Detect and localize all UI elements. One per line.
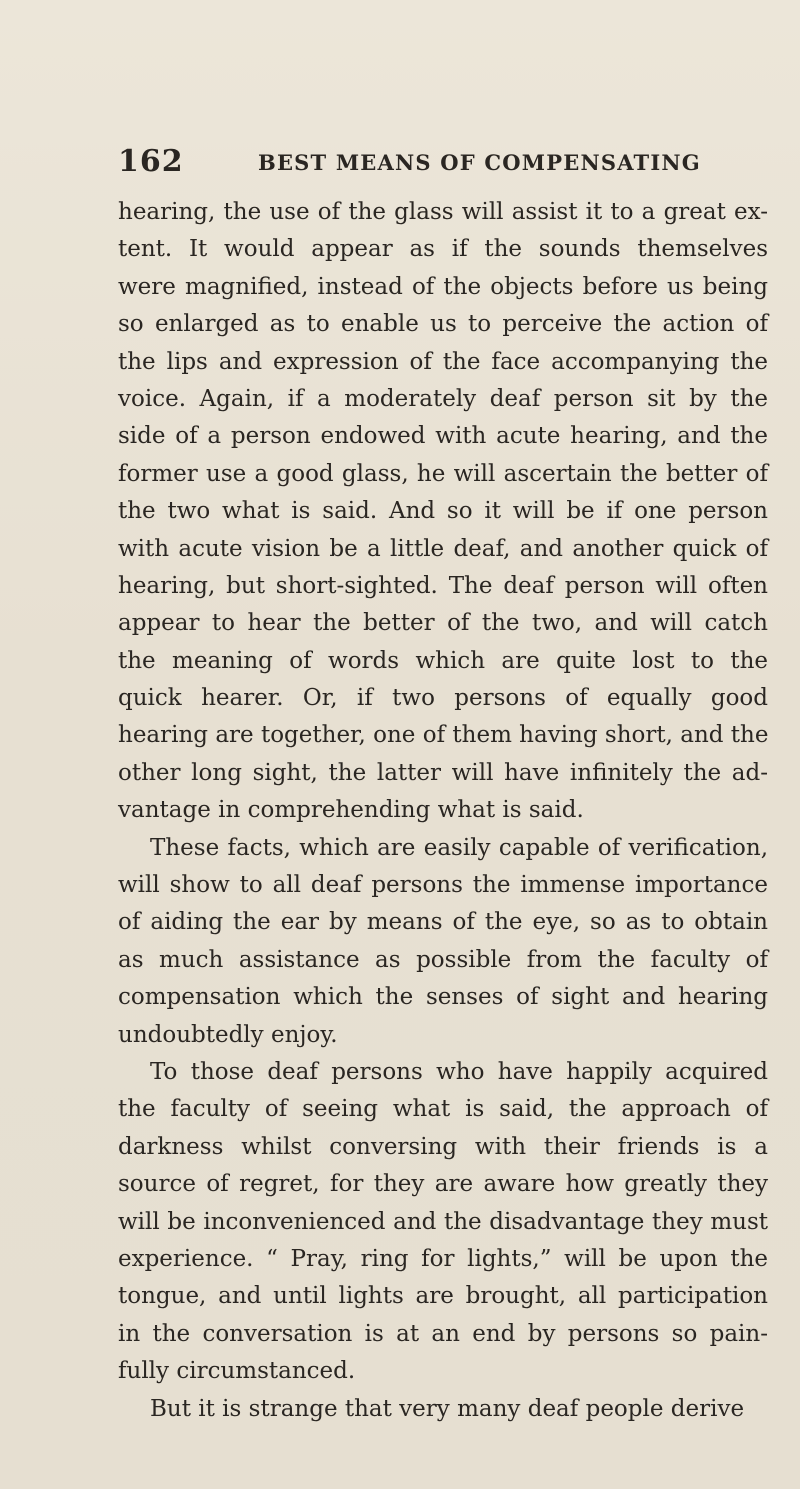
text-line: darkness whilst conversing with their friends is a xyxy=(118,1133,768,1160)
text-line: compensation which the senses of sight and hearing xyxy=(118,984,768,1011)
text-line: hearing are together, one of them having short, and the xyxy=(118,722,769,749)
text-line: the faculty of seeing what is said, the approach of xyxy=(118,1096,768,1123)
page-number: 162 xyxy=(118,144,184,179)
text-line: side of a person endowed with acute hearing, and the xyxy=(118,423,768,450)
text-line: tent. It would appear as if the sounds themselves xyxy=(118,236,768,263)
text-line-paragraph-end: vantage in comprehending what is said. xyxy=(118,797,584,824)
running-head: BEST MEANS OF COMPENSATING xyxy=(258,150,701,175)
text-line: of aiding the ear by means of the eye, so as to obtain xyxy=(118,909,768,936)
text-line-paragraph-start: To those deaf persons who have happily acquired xyxy=(150,1058,768,1085)
text-line: were magnified, instead of the objects before us being xyxy=(118,273,768,300)
text-line: tongue, and until lights are brought, all participation xyxy=(118,1283,768,1310)
text-line-paragraph-start: These facts, which are easily capable of verification, xyxy=(150,834,768,861)
text-line: former use a good glass, he will ascertain the better of xyxy=(118,460,768,487)
text-line: appear to hear the better of the two, and will catch xyxy=(118,610,768,637)
text-line-paragraph-end: fully circumstanced. xyxy=(118,1358,356,1385)
text-line: as much assistance as possible from the faculty of xyxy=(118,946,768,973)
text-line: the two what is said. And so it will be if one person xyxy=(118,498,768,525)
text-line: quick hearer. Or, if two persons of equally good xyxy=(118,685,768,712)
body-text xyxy=(118,194,768,1428)
text-line: the meaning of words which are quite lost to the xyxy=(118,647,768,674)
text-line: source of regret, for they are aware how greatly they xyxy=(118,1171,768,1198)
text-line: will show to all deaf persons the immense importance xyxy=(118,872,768,899)
text-line-paragraph-end: undoubtedly enjoy. xyxy=(118,1021,338,1048)
page-header xyxy=(118,144,758,184)
text-line: with acute vision be a little deaf, and another quick of xyxy=(118,535,768,562)
text-line: the lips and expression of the face accompanying the xyxy=(118,348,768,375)
text-line: hearing, the use of the glass will assist it to a great ex- xyxy=(118,199,768,225)
text-line: voice. Again, if a moderately deaf person sit by the xyxy=(118,385,768,412)
text-line: so enlarged as to enable us to perceive the action of xyxy=(118,311,768,338)
text-line: other long sight, the latter will have infinitely the ad- xyxy=(118,759,768,786)
text-line-paragraph-start: But it is strange that very many deaf people derive xyxy=(150,1395,745,1422)
text-line: experience. “ Pray, ring for lights,” will be upon the xyxy=(118,1245,768,1272)
text-line: will be inconvenienced and the disadvantage they must xyxy=(118,1208,768,1235)
text-line: hearing, but short-sighted. The deaf person will often xyxy=(118,572,768,599)
text-line: in the conversation is at an end by persons so pain- xyxy=(118,1320,768,1347)
